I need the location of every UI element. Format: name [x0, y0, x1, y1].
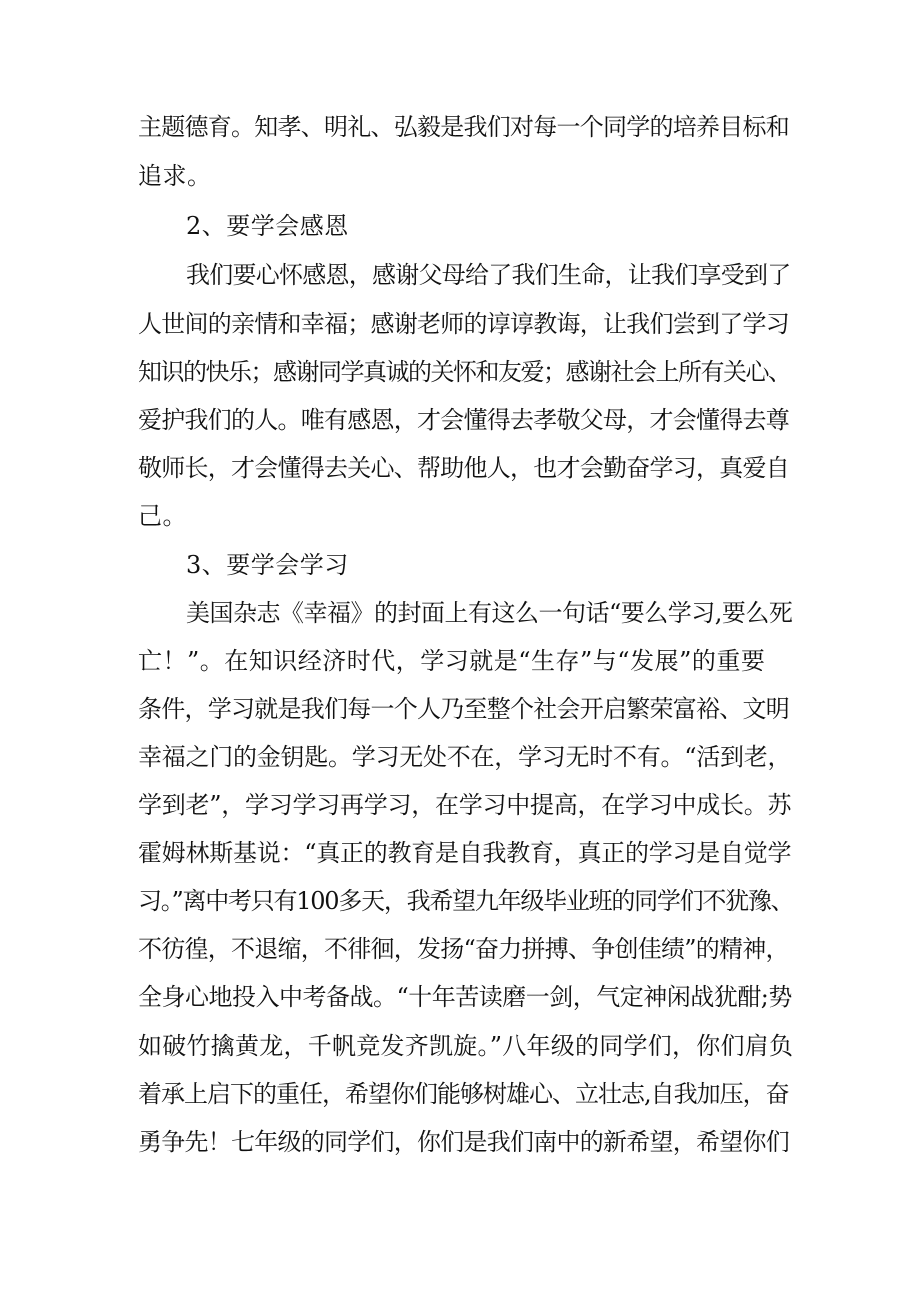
- text-line: 学到老”，学习学习再学习，在学习中提高，在学习中成长。苏: [138, 791, 792, 819]
- section-heading: 3、要学会学习: [186, 551, 349, 579]
- text-line: 条件，学习就是我们每一个人乃至整个社会开启繁荣富裕、文明: [138, 695, 789, 723]
- text-line: 我们要心怀感恩，感谢父母给了我们生命，让我们享受到了: [186, 261, 791, 289]
- text-line: 知识的快乐；感谢同学真诚的关怀和友爱；感谢社会上所有关心、: [138, 358, 791, 386]
- text-line: 不彷徨，不退缩，不徘徊，发扬“奋力拼搏、争创佳绩”的精神，: [138, 935, 789, 963]
- text-line: 敬师长，才会懂得去关心、帮助他人，也才会勤奋学习，真爱自: [138, 454, 789, 482]
- text-line: 己。: [138, 502, 187, 530]
- text-line: 主题德育。知孝、明礼、弘毅是我们对每一个同学的培养目标和: [138, 113, 789, 141]
- text-line: 如破竹擒黄龙，千帆竞发齐凯旋。”八年级的同学们，你们肩负: [138, 1032, 794, 1060]
- text-line: 霍姆林斯基说：“真正的教育是自我教育，真正的学习是自觉学: [138, 839, 792, 867]
- text-line: 亡！”。在知识经济时代，学习就是“生存”与“发展”的重要: [138, 647, 766, 675]
- text-line: 人世间的亲情和幸福；感谢老师的谆谆教诲，让我们尝到了学习: [138, 310, 789, 338]
- section-heading: 2、要学会感恩: [186, 212, 349, 240]
- text-line: 幸福之门的金钥匙。学习无处不在，学习无时不有。“活到老，: [138, 743, 792, 771]
- text-line: 全身心地投入中考备战。“十年苦读磨一剑，气定神闲战犹酣;势: [138, 983, 792, 1011]
- text-line: 爱护我们的人。唯有感恩，才会懂得去孝敬父母，才会懂得去尊: [138, 406, 789, 434]
- text-line: 勇争先！七年级的同学们，你们是我们南中的新希望，希望你们: [138, 1128, 789, 1156]
- text-line: 美国杂志《幸福》的封面上有这么一句话“要么学习,要么死: [186, 599, 793, 627]
- text-line: 习。”离中考只有100多天，我希望九年级毕业班的同学们不犹豫、: [138, 887, 794, 915]
- text-line: 着承上启下的重任，希望你们能够树雄心、立壮志,自我加压，奋: [138, 1080, 789, 1108]
- text-line: 追求。: [138, 162, 212, 190]
